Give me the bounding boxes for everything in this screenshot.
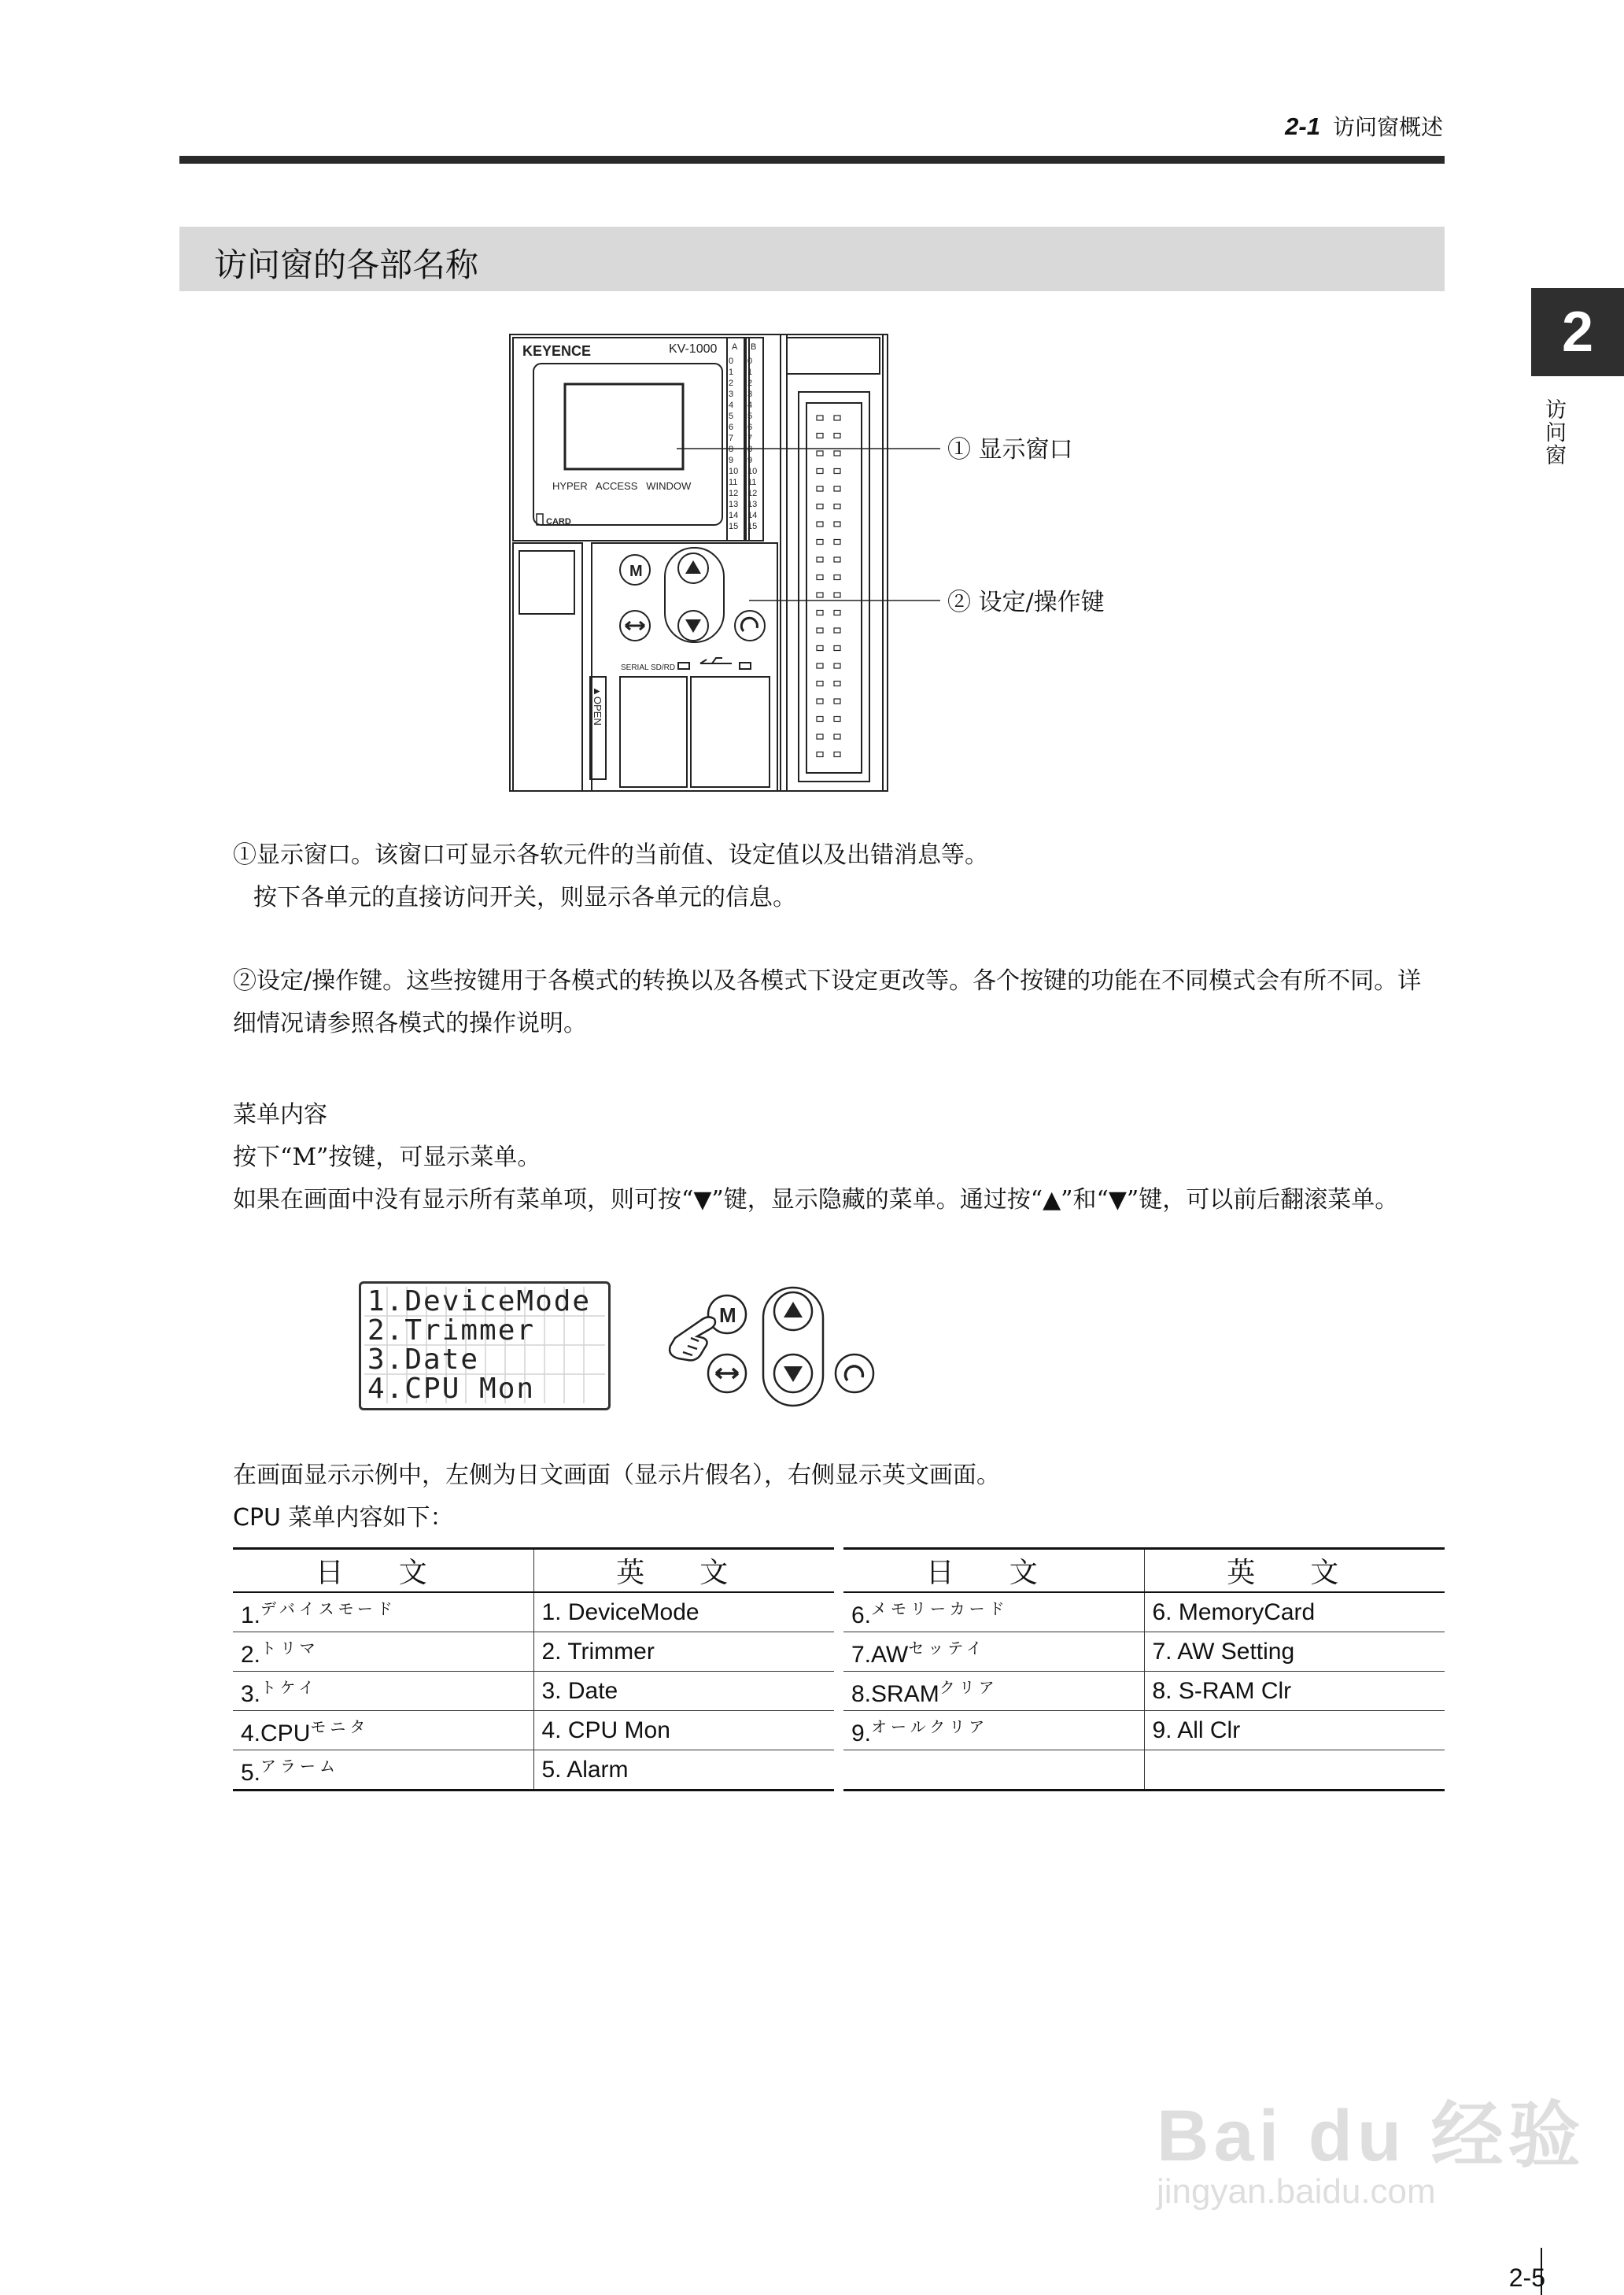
lcd-line-1: 1.DeviceMode: [367, 1285, 592, 1318]
down-arrow-icon: [685, 619, 701, 633]
led-number: 12: [747, 489, 758, 498]
connector-pin: [834, 522, 840, 527]
connector-pin: [817, 504, 823, 509]
enter-loop-icon: [741, 618, 757, 631]
cell-en: 3. Date: [533, 1672, 834, 1711]
cell-jp: [233, 1632, 533, 1672]
connector-pin: [834, 752, 840, 757]
led-number: 3: [729, 390, 734, 399]
connector-pin: [834, 451, 840, 456]
jp-kana: セッテイ: [908, 1639, 986, 1658]
led-number: 14: [729, 511, 739, 520]
model-label: KV-1000: [669, 342, 718, 356]
lower-left-panel: [513, 543, 582, 791]
card-label: CARD: [546, 517, 571, 527]
led-numbers-a: [729, 357, 738, 531]
led-number: 12: [729, 489, 739, 498]
cell-en: 6. MemoryCard: [1144, 1592, 1445, 1632]
jp-prefix: 7.AW: [851, 1642, 909, 1668]
led-number: 3: [747, 390, 753, 399]
usb-icon: [700, 658, 732, 663]
connector-pin: [817, 469, 823, 474]
connector-pin: [834, 504, 840, 509]
led-number: 4: [729, 401, 734, 410]
col-header-jp: 日 文: [843, 1549, 1144, 1593]
connector-pin: [834, 416, 840, 420]
watermark-brand: Bai du 经验: [1157, 2096, 1585, 2176]
connector-pin: [817, 575, 823, 580]
connector-pin: [834, 628, 840, 633]
jp-prefix: 4.CPU: [241, 1720, 311, 1746]
lcd-line-2: 2.Trimmer: [367, 1314, 536, 1347]
key-enter[interactable]: [735, 611, 765, 641]
section-heading-band: [179, 227, 1445, 291]
brand-label: KEYENCE: [522, 343, 592, 359]
cell-en: 1. DeviceMode: [533, 1592, 834, 1632]
jp-kana: メモリーカード: [871, 1599, 1009, 1618]
pointing-hand-icon: [670, 1317, 715, 1360]
jp-kana: オールクリア: [871, 1717, 989, 1736]
led-number: 9: [729, 456, 734, 465]
running-header: [1285, 110, 1443, 142]
led-number: 8: [729, 445, 734, 454]
table-row: [843, 1672, 1445, 1711]
enter-loop-icon-2: [845, 1366, 862, 1380]
section-heading: 访问窗的各部名称: [214, 246, 479, 284]
led-number: 9: [747, 456, 753, 465]
connector-pin: [834, 575, 840, 580]
display-bezel: [533, 364, 722, 525]
table-row: [233, 1672, 834, 1711]
menu-table-left: [233, 1547, 834, 1791]
up-arrow-icon: [685, 560, 701, 574]
cell-jp: [843, 1632, 1144, 1672]
led-number: 4: [747, 401, 753, 410]
para-display-2: 按下各单元的直接访问开关，则显示各单元的信息。: [253, 884, 796, 911]
section-number: 2-1: [1285, 113, 1320, 140]
connector-pin: [834, 557, 840, 562]
key-enter-2[interactable]: [836, 1354, 873, 1392]
menu-table-right: [843, 1547, 1445, 1791]
display-window[interactable]: [565, 384, 683, 469]
led-number: 14: [747, 511, 758, 520]
led-number: 1: [747, 368, 753, 377]
jp-prefix: 5.: [241, 1760, 261, 1786]
keypad-diagram: [659, 1283, 888, 1409]
led-b-header: B: [751, 342, 757, 352]
cell-jp: [233, 1592, 533, 1632]
port-cover-left: [620, 677, 687, 787]
led-number: 5: [729, 412, 734, 421]
cell-jp: [843, 1711, 1144, 1750]
connector-pin: [817, 682, 823, 686]
led-number: 2: [747, 379, 753, 388]
connector-pin: [834, 734, 840, 739]
usb-led: [740, 663, 751, 669]
connector-pin: [834, 434, 840, 438]
jp-kana: アラーム: [260, 1757, 340, 1776]
led-a-header: A: [732, 342, 738, 352]
jp-prefix: 6.: [851, 1602, 872, 1628]
serial-label: SERIAL SD/RD: [621, 663, 676, 672]
serial-led: [678, 663, 689, 669]
jp-kana: クリア: [939, 1678, 998, 1697]
connector-pin: [817, 522, 823, 527]
table-row: [233, 1711, 834, 1750]
table-row: [233, 1632, 834, 1672]
led-number: 7: [729, 434, 734, 443]
jp-kana: デバイスモード: [260, 1599, 397, 1618]
led-number: 11: [747, 478, 757, 487]
cell-jp: [233, 1672, 533, 1711]
connector-pin: [834, 663, 840, 668]
connector-pin: [834, 486, 840, 491]
table-row: [843, 1632, 1445, 1672]
para-display-1: ①显示窗口。该窗口可显示各软元件的当前值、设定值以及出错消息等。: [233, 841, 988, 869]
connector-pin: [817, 611, 823, 615]
connector-pin: [817, 663, 823, 668]
cell-jp: [233, 1711, 533, 1750]
connector-pin: [817, 434, 823, 438]
jp-prefix: 9.: [851, 1720, 872, 1746]
table-header-row: [843, 1549, 1445, 1593]
connector-pin: [834, 611, 840, 615]
connector-pin: [817, 451, 823, 456]
connector-pin: [834, 682, 840, 686]
up-arrow-icon-2: [784, 1302, 803, 1318]
display-frame: [513, 338, 749, 541]
after-line-2: CPU 菜单内容如下：: [233, 1504, 454, 1532]
key-m-label: M: [629, 563, 643, 580]
lcd-screen: [359, 1281, 611, 1410]
para-keys: ②设定/操作键。这些按键用于各模式的转换以及各模式下设定更改等。各个按键的功能在不同模式会有所不同。详细情况请参照各模式的操作说明。: [233, 967, 1422, 1037]
cell-en: [1144, 1750, 1445, 1791]
header-rule: [179, 156, 1445, 164]
connector-pin: [834, 717, 840, 722]
jp-prefix: 8.SRAM: [851, 1681, 939, 1707]
cell-en: 4. CPU Mon: [533, 1711, 834, 1750]
plc-device-diagram: [504, 331, 1133, 795]
open-label: ▲OPEN: [592, 686, 603, 726]
key-m-label-2: M: [719, 1303, 736, 1327]
led-number: 5: [747, 412, 753, 421]
connector-pin: [817, 717, 823, 722]
connector-pin: [817, 416, 823, 420]
connector-pin: [817, 646, 823, 651]
jp-kana: トケイ: [260, 1678, 319, 1697]
callout-setting-keys: ② 设定/操作键: [947, 589, 1105, 616]
connector-pin: [817, 752, 823, 757]
shift-arrow-icon-2: [716, 1369, 738, 1378]
led-number: 8: [747, 445, 753, 454]
col-header-jp: 日 文: [233, 1549, 533, 1593]
led-number: 6: [729, 423, 734, 432]
port-cover-right: [691, 677, 770, 787]
led-number: 6: [747, 423, 753, 432]
table-row: [843, 1592, 1445, 1632]
connector-pin: [817, 628, 823, 633]
section-title: 访问窗概述: [1332, 114, 1443, 140]
table-row: [233, 1592, 834, 1632]
connector-pin: [817, 593, 823, 597]
jp-kana: トリマ: [260, 1639, 319, 1658]
table-header-row: [233, 1549, 834, 1593]
connector-pin: [834, 540, 840, 545]
led-number: 15: [747, 522, 758, 531]
led-number: 7: [747, 434, 753, 443]
lcd-line-3: 3.Date: [367, 1343, 480, 1376]
cell-en: 9. All Clr: [1144, 1711, 1445, 1750]
lcd-line-4: 4.CPU Mon: [367, 1373, 536, 1405]
led-number: 13: [747, 500, 758, 509]
led-number: 1: [729, 368, 734, 377]
led-number: 13: [729, 500, 739, 509]
jp-kana: モニタ: [310, 1717, 370, 1736]
connector-housing: [799, 392, 869, 782]
jp-prefix: 1.: [241, 1602, 261, 1628]
lower-left-latch: [519, 551, 574, 614]
window-label: HYPER ACCESS WINDOW: [552, 480, 692, 492]
menu-line-2: 如果在画面中没有显示所有菜单项，则可按“▼”键，显示隐藏的菜单。通过按“▲”和“▼”键，可以前后翻滚菜单。: [233, 1186, 1399, 1214]
after-line-1: 在画面显示示例中，左侧为日文画面（显示片假名），右侧显示英文画面。: [233, 1462, 1000, 1489]
led-number: 0: [747, 357, 753, 366]
cell-en: 8. S-RAM Clr: [1144, 1672, 1445, 1711]
cell-en: 2. Trimmer: [533, 1632, 834, 1672]
chapter-side-label: 访问窗: [1541, 398, 1566, 467]
cell-jp: [843, 1672, 1144, 1711]
col-header-en: 英 文: [1144, 1549, 1445, 1593]
table-row: [843, 1750, 1445, 1791]
connector-pins: [817, 416, 840, 757]
connector-pin: [834, 593, 840, 597]
led-number: 15: [729, 522, 739, 531]
connector-pin: [834, 646, 840, 651]
callout-display-window: ① 显示窗口: [947, 436, 1073, 464]
led-number: 11: [729, 478, 738, 487]
down-arrow-icon-2: [784, 1366, 803, 1382]
table-row: [233, 1750, 834, 1791]
page-number: 2-5: [1508, 2264, 1545, 2292]
connector-pin: [834, 699, 840, 704]
jp-prefix: 3.: [241, 1681, 261, 1707]
connector-top: [787, 338, 880, 374]
chapter-tab[interactable]: 2: [1531, 288, 1624, 376]
cell-jp: [843, 1750, 1144, 1791]
cell-jp: [843, 1592, 1144, 1632]
menu-title: 菜单内容: [233, 1101, 327, 1129]
watermark-url: jingyan.baidu.com: [1157, 2172, 1436, 2211]
led-number: 10: [747, 467, 758, 476]
shift-arrow-icon: [626, 622, 644, 630]
connector-pin: [817, 540, 823, 545]
connector-pin: [834, 469, 840, 474]
connector-pin: [817, 734, 823, 739]
connector-pin: [817, 557, 823, 562]
connector-pin: [817, 486, 823, 491]
table-row: [843, 1711, 1445, 1750]
device-seam: [781, 334, 787, 791]
cell-en: 5. Alarm: [533, 1750, 834, 1791]
led-number: 10: [729, 467, 739, 476]
led-number: 0: [729, 357, 734, 366]
led-number: 2: [729, 379, 734, 388]
menu-line-1: 按下“M”按键，可显示菜单。: [233, 1144, 541, 1171]
col-header-en: 英 文: [533, 1549, 834, 1593]
cell-en: 7. AW Setting: [1144, 1632, 1445, 1672]
cell-jp: [233, 1750, 533, 1791]
connector-pin: [817, 699, 823, 704]
jp-prefix: 2.: [241, 1642, 261, 1668]
